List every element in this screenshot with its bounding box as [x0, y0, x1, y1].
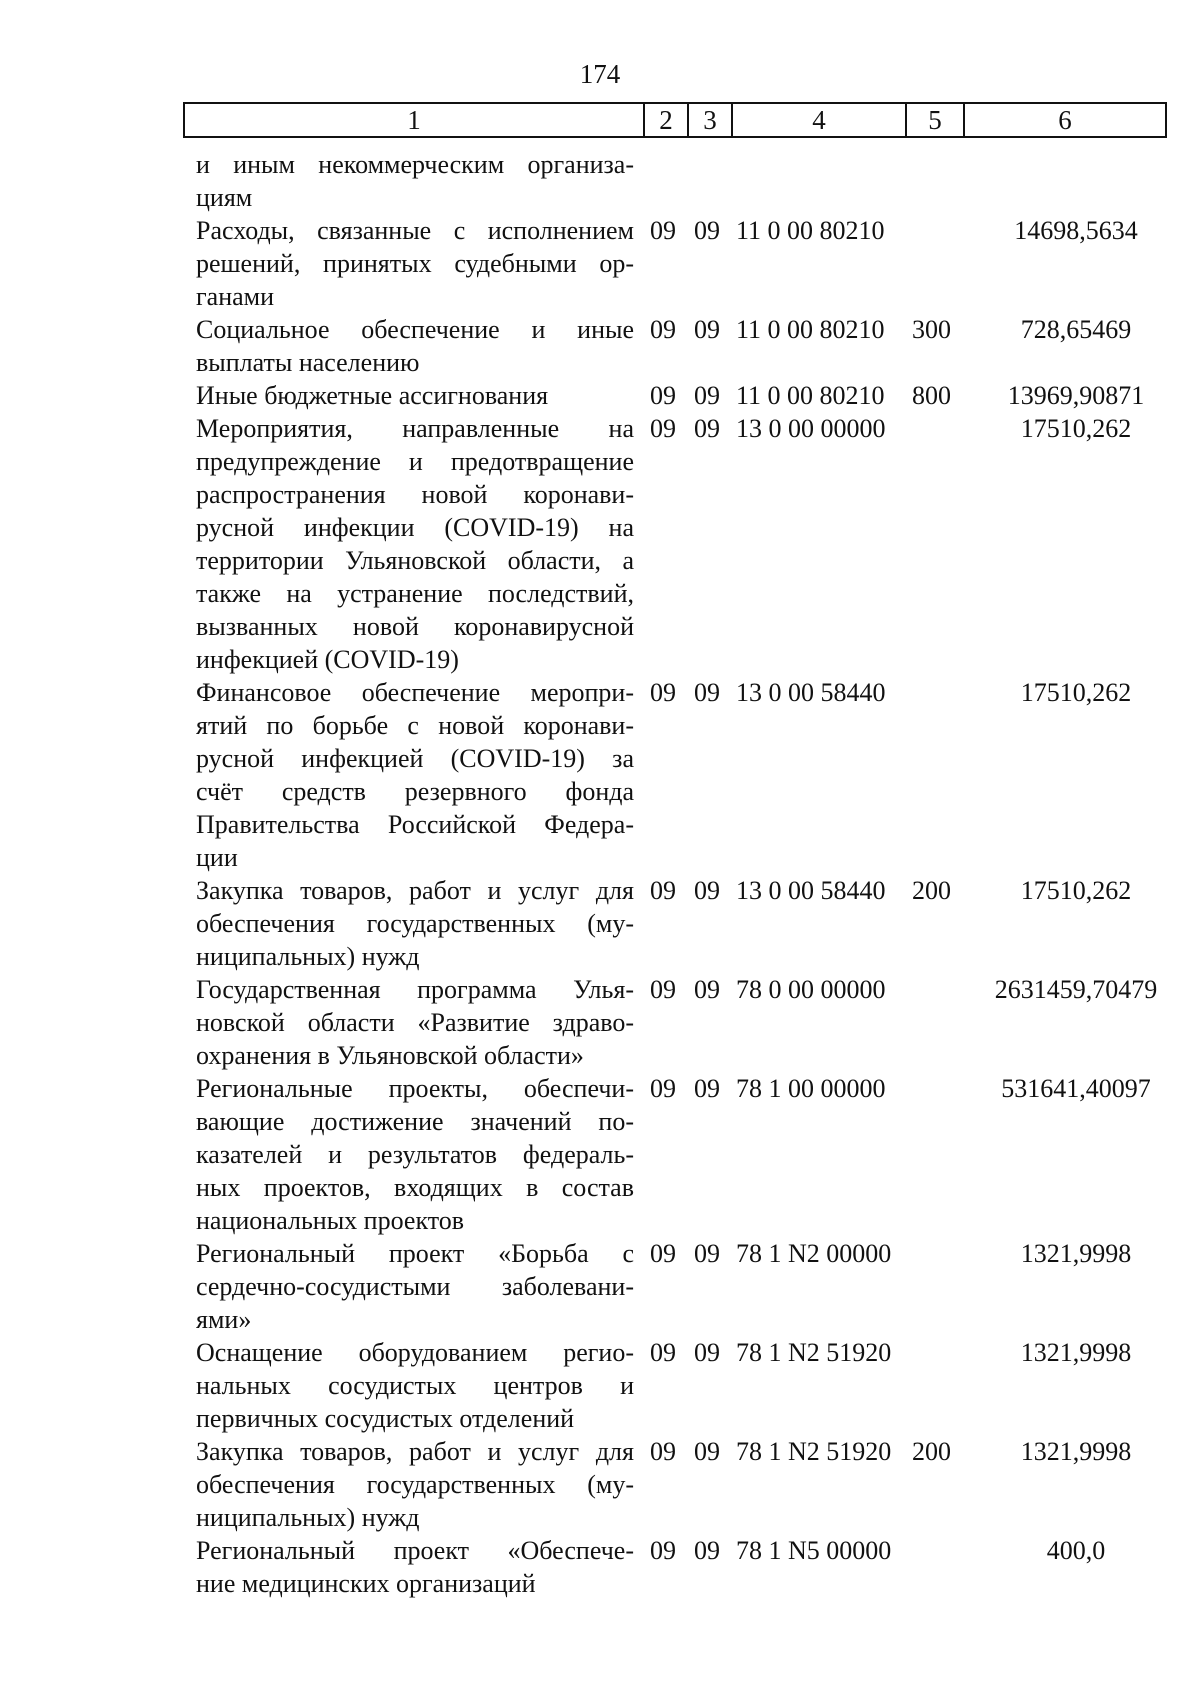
row-description-line: Оснащение оборудованием регио- [196, 1338, 634, 1367]
row-amount: 17510,262 [1020, 414, 1132, 443]
row-target-article: 78 1 N2 51920 [736, 1437, 892, 1466]
row-description-line: ганами [196, 282, 275, 311]
table-row [196, 874, 1176, 973]
row-description-line: и иным некоммерческим организа- [196, 150, 634, 179]
row-subsection-code: 09 [694, 414, 720, 443]
row-subsection-code: 09 [694, 1437, 720, 1466]
row-target-article: 13 0 00 58440 [736, 876, 886, 905]
row-description-line: Региональный проект «Борьба с [196, 1239, 634, 1268]
row-description [196, 379, 634, 412]
row-amount: 728,65469 [1020, 315, 1132, 344]
row-section-code: 09 [650, 876, 676, 905]
row-subsection-code: 09 [694, 315, 720, 344]
table-row [196, 1435, 1176, 1534]
row-description-line: Закупка товаров, работ и услуг для [196, 1437, 634, 1466]
row-description-line: ниципальных) нужд [196, 942, 420, 971]
row-target-article: 13 0 00 58440 [736, 678, 886, 707]
row-amount: 1321,9998 [1020, 1338, 1132, 1367]
row-target-article: 13 0 00 00000 [736, 414, 886, 443]
header-col-4: 4 [733, 104, 907, 136]
row-description-line: Государственная программа Улья- [196, 975, 634, 1004]
row-description [196, 1534, 634, 1600]
row-section-code: 09 [650, 414, 676, 443]
row-section-code: 09 [650, 1338, 676, 1367]
table-row [196, 1237, 1176, 1336]
row-amount: 400,0 [1046, 1536, 1106, 1565]
row-description-line: новской области «Развитие здраво- [196, 1008, 634, 1037]
row-description-line: нальных сосудистых центров и [196, 1371, 634, 1400]
row-target-article: 78 1 N2 00000 [736, 1239, 892, 1268]
row-description-line: территории Ульяновской области, а [196, 546, 634, 575]
row-subsection-code: 09 [694, 381, 720, 410]
row-description [196, 313, 634, 379]
row-expense-type: 800 [912, 381, 951, 410]
row-description-line: сердечно-сосудистыми заболевани- [196, 1272, 634, 1301]
row-target-article: 78 1 00 00000 [736, 1074, 886, 1103]
row-description-line: Региональные проекты, обеспечи- [196, 1074, 634, 1103]
row-description [196, 412, 634, 676]
row-target-article: 78 1 N5 00000 [736, 1536, 892, 1565]
row-amount: 13969,90871 [1007, 381, 1145, 410]
row-description-line: ции [196, 843, 238, 872]
table-row [196, 1534, 1176, 1600]
row-description-line: Иные бюджетные ассигнования [196, 381, 549, 410]
row-expense-type: 300 [912, 315, 951, 344]
row-target-article: 11 0 00 80210 [736, 315, 885, 344]
table-header [183, 102, 1167, 138]
row-amount: 2631459,70479 [994, 975, 1158, 1004]
header-col-5: 5 [907, 104, 965, 136]
row-description-line: охранения в Ульяновской области» [196, 1041, 584, 1070]
row-subsection-code: 09 [694, 1239, 720, 1268]
row-description-line: вызванных новой коронавирусной [196, 612, 634, 641]
row-amount: 531641,40097 [1001, 1074, 1151, 1103]
row-description [196, 1072, 634, 1237]
table-row [196, 214, 1176, 313]
row-description-line: Правительства Российской Федера- [196, 810, 634, 839]
row-subsection-code: 09 [694, 1536, 720, 1565]
row-subsection-code: 09 [694, 216, 720, 245]
row-description [196, 214, 634, 313]
row-description-line: также на устранение последствий, [196, 579, 634, 608]
table-row [196, 676, 1176, 874]
row-description-line: счёт средств резервного фонда [196, 777, 634, 806]
row-subsection-code: 09 [694, 678, 720, 707]
row-description-line: циям [196, 183, 253, 212]
row-description-line: русной инфекции (COVID-19) на [196, 513, 634, 542]
table-row [196, 313, 1176, 379]
row-description [196, 973, 634, 1072]
row-description-line: ние медицинских организаций [196, 1569, 536, 1598]
row-description-line: распространения новой коронави- [196, 480, 634, 509]
header-col-6: 6 [1058, 104, 1072, 135]
header-col-3: 3 [689, 104, 733, 136]
row-description-line: ных проектов, входящих в состав [196, 1173, 634, 1202]
row-description [196, 1435, 634, 1534]
page-number: 174 [579, 59, 621, 89]
row-description-line: инфекцией (COVID-19) [196, 645, 459, 674]
row-amount: 17510,262 [1020, 876, 1132, 905]
header-col-1: 1 [185, 104, 645, 136]
row-section-code: 09 [650, 678, 676, 707]
row-section-code: 09 [650, 1239, 676, 1268]
row-amount: 1321,9998 [1020, 1437, 1132, 1466]
row-section-code: 09 [650, 315, 676, 344]
row-target-article: 11 0 00 80210 [736, 381, 885, 410]
row-description-line: Мероприятия, направленные на [196, 414, 634, 443]
row-subsection-code: 09 [694, 975, 720, 1004]
row-description-line: Региональный проект «Обеспече- [196, 1536, 634, 1565]
row-description [196, 874, 634, 973]
row-description-line: национальных проектов [196, 1206, 465, 1235]
row-description-line: обеспечения государственных (му- [196, 909, 634, 938]
row-description-line: ями» [196, 1305, 252, 1334]
header-col-2: 2 [645, 104, 689, 136]
row-section-code: 09 [650, 216, 676, 245]
row-subsection-code: 09 [694, 1338, 720, 1367]
table-row [196, 148, 1176, 214]
row-amount: 14698,5634 [1014, 216, 1138, 245]
row-section-code: 09 [650, 1536, 676, 1565]
row-description-line: русной инфекцией (COVID-19) за [196, 744, 634, 773]
row-description-line: Финансовое обеспечение меропри- [196, 678, 634, 707]
row-description-line: обеспечения государственных (му- [196, 1470, 634, 1499]
table-row [196, 412, 1176, 676]
row-section-code: 09 [650, 975, 676, 1004]
row-section-code: 09 [650, 1437, 676, 1466]
row-description [196, 676, 634, 874]
row-description-line: вающие достижение значений по- [196, 1107, 634, 1136]
row-subsection-code: 09 [694, 876, 720, 905]
row-description-line: первичных сосудистых отделений [196, 1404, 575, 1433]
row-description [196, 1237, 634, 1336]
row-description-line: выплаты населению [196, 348, 420, 377]
table-row [196, 1072, 1176, 1237]
row-description [196, 148, 634, 214]
table-row [196, 1336, 1176, 1435]
row-description-line: казателей и результатов федераль- [196, 1140, 634, 1169]
budget-table-body [196, 148, 1176, 1600]
row-description [196, 1336, 634, 1435]
row-description-line: ниципальных) нужд [196, 1503, 420, 1532]
row-description-line: Социальное обеспечение и иные [196, 315, 634, 344]
row-description-line: решений, принятых судебными ор- [196, 249, 634, 278]
row-expense-type: 200 [912, 876, 951, 905]
table-row [196, 379, 1176, 412]
row-target-article: 11 0 00 80210 [736, 216, 885, 245]
row-target-article: 78 0 00 00000 [736, 975, 886, 1004]
row-amount: 1321,9998 [1020, 1239, 1132, 1268]
row-subsection-code: 09 [694, 1074, 720, 1103]
row-target-article: 78 1 N2 51920 [736, 1338, 892, 1367]
row-description-line: Расходы, связанные с исполнением [196, 216, 634, 245]
row-expense-type: 200 [912, 1437, 951, 1466]
row-description-line: ятий по борьбе с новой коронави- [196, 711, 634, 740]
row-amount: 17510,262 [1020, 678, 1132, 707]
table-row [196, 973, 1176, 1072]
row-section-code: 09 [650, 381, 676, 410]
row-description-line: Закупка товаров, работ и услуг для [196, 876, 634, 905]
row-description-line: предупреждение и предотвращение [196, 447, 634, 476]
row-section-code: 09 [650, 1074, 676, 1103]
